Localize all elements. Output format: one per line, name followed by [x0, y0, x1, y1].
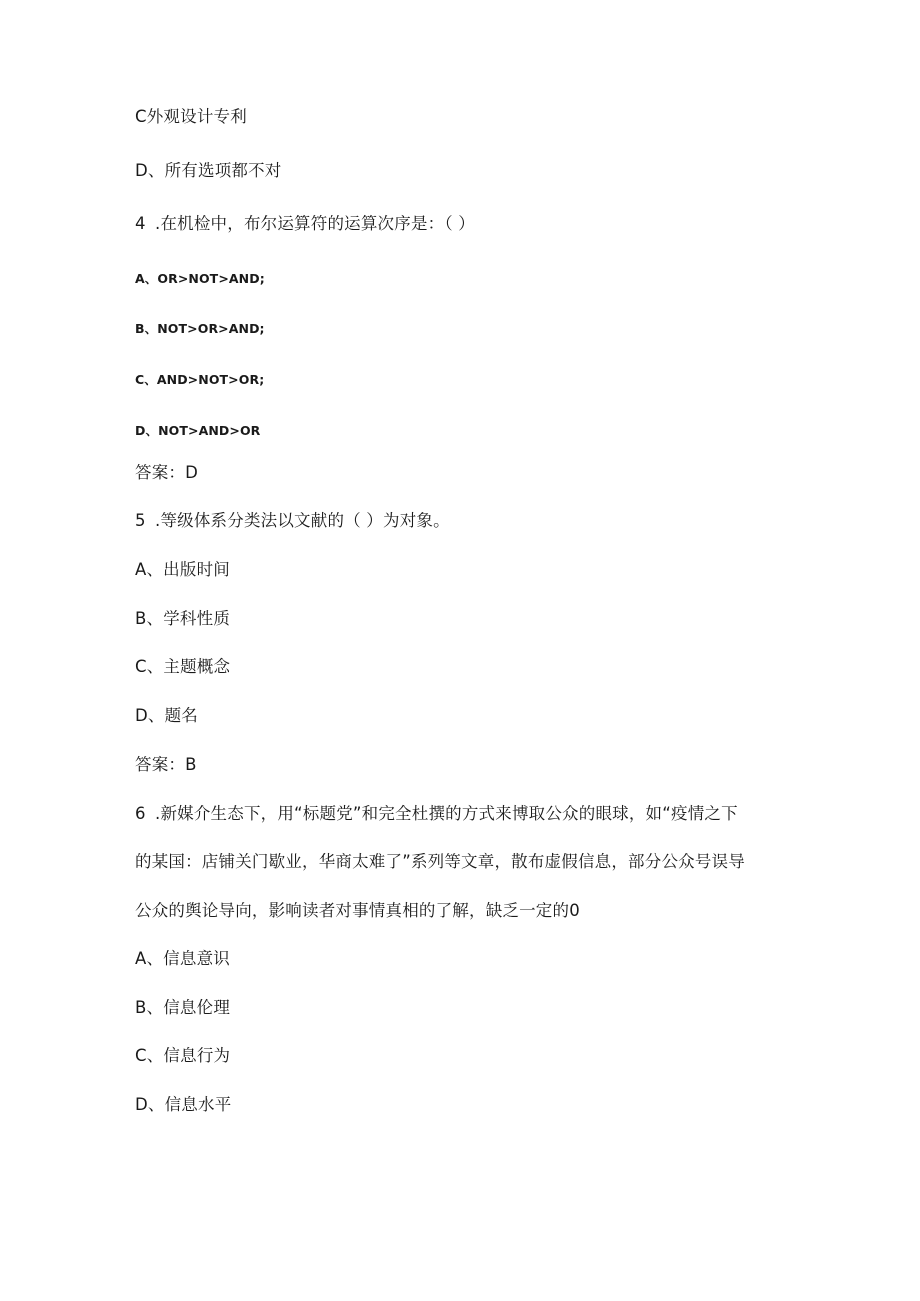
- q6-option-a: A、信息意识: [135, 949, 230, 968]
- prev-option-c: C外观设计专利: [135, 107, 247, 126]
- q6-option-d: D、信息水平: [135, 1095, 232, 1114]
- q5-option-d: D、题名: [135, 706, 199, 725]
- q5-option-a: A、出版时间: [135, 560, 230, 579]
- question-6-stem-line-2: 的某国：店铺关门歇业，华商太难了”系列等文章，散布虚假信息，部分公众号误导: [135, 852, 745, 871]
- q6-option-b: B、信息伦理: [135, 998, 231, 1017]
- question-6-stem-line-1: [135, 803, 738, 825]
- question-text: .在机检中，布尔运算符的运算次序是：（ ）: [155, 214, 475, 233]
- question-5-stem: [135, 510, 450, 532]
- question-number: 6: [135, 804, 146, 823]
- q5-answer: 答案：B: [135, 755, 197, 774]
- q6-option-c: C、信息行为: [135, 1046, 231, 1065]
- question-6-stem-line-3: 公众的舆论导向，影响读者对事情真相的了解，缺乏一定的0: [135, 901, 580, 920]
- prev-option-d: D、所有选项都不对: [135, 161, 282, 180]
- question-number: 5: [135, 511, 146, 530]
- q4-answer: 答案：D: [135, 463, 199, 482]
- q4-option-d: D、NOT>AND>OR: [135, 423, 261, 438]
- question-text: .新媒介生态下，用“标题党”和完全杜撰的方式来博取公众的眼球，如“疫情之下: [155, 804, 738, 823]
- q4-option-b: B、NOT>OR>AND;: [135, 321, 265, 336]
- q5-option-c: C、主题概念: [135, 657, 231, 676]
- q5-option-b: B、学科性质: [135, 609, 231, 628]
- question-4-stem: [135, 213, 475, 235]
- q4-option-c: C、AND>NOT>OR;: [135, 372, 265, 387]
- question-number: 4: [135, 214, 146, 233]
- q4-option-a: A、OR>NOT>AND;: [135, 271, 265, 286]
- question-text: .等级体系分类法以文献的（ ）为对象。: [155, 511, 450, 530]
